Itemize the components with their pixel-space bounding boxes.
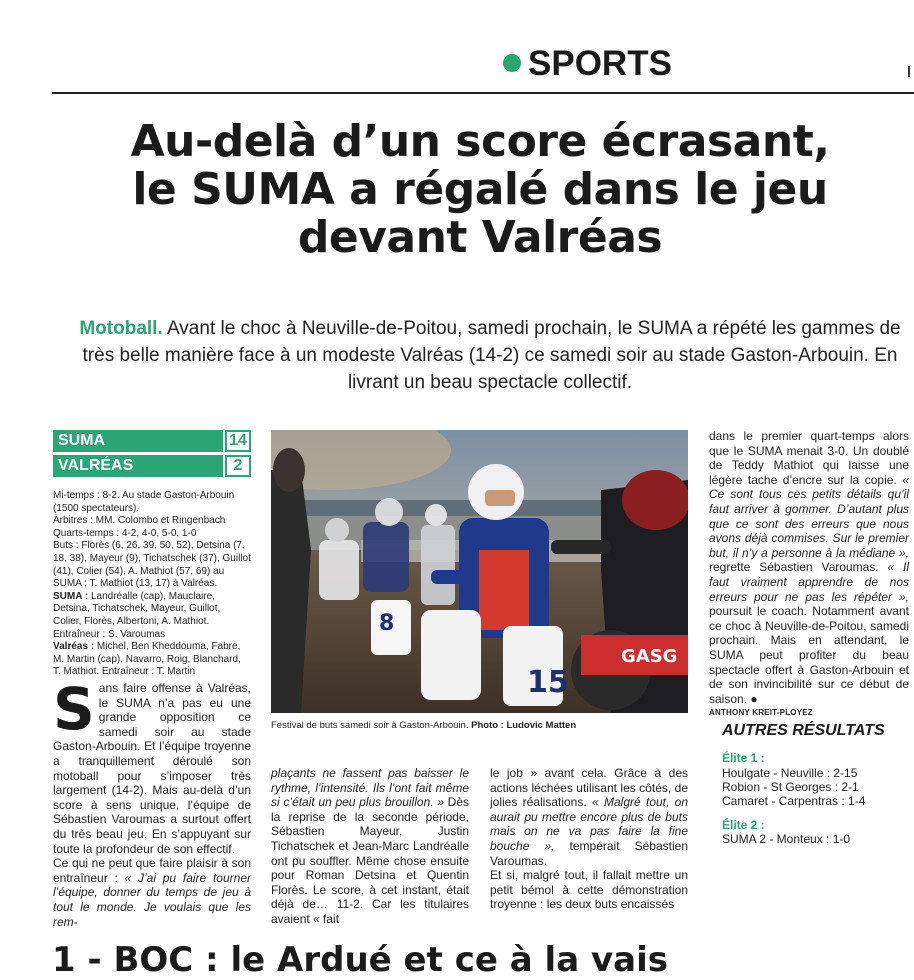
- result-line: Robion - St Georges : 2-1: [722, 780, 859, 794]
- result-line: Camaret - Carpentras : 1-4: [722, 794, 866, 808]
- photo-caption: Festival de buts samedi soir à Gaston-Arbouin. Photo : Ludovic Matten: [271, 720, 577, 731]
- results-category: Élite 1 :: [722, 751, 765, 765]
- bib-number: 8: [379, 611, 395, 636]
- results-category: Élite 2 :: [722, 818, 765, 832]
- quote: « Il faut vraiment apprendre de nos erreurs pour ne pas les répéter »,: [709, 560, 909, 604]
- score-row-away: [53, 455, 251, 477]
- team-score: 14: [225, 430, 251, 452]
- headline-line: devant Valréas: [297, 212, 663, 263]
- section-dot-icon: [503, 54, 521, 72]
- chapeau-text: Avant le choc à Neuville-de-Poitou, samedi prochain, le SUMA a répété les gammes de très belle manière face à un modeste Valréas (14-2) ce samedi soir au stade Gaston-Arbouin. En livrant un beau spectacle collectif.: [82, 318, 901, 393]
- article-paragraph: dans le premier quart-temps alors que le SUMA menait 3-0. Un doublé de Teddy Mathiot qui laisse une légère tache d’encre sur la copie. « Ce sont tous ces petits détails qu’il faut arriver à gommer. D’autant plus que ce sont des erreurs que nous avons déjà commises. Sur le premier but, il n’y a personne à la médiane », regrette Sébastien Varoumas. « Il faut vraiment apprendre de nos erreurs pour ne pas les répéter », poursuit le coach. Notamment avant ce choc à Neuville-de-Poitou, samedi prochain. Mais en attendant, le SUMA peut profiter du beau spectacle offert à Gaston-Arbouin et de son invincibilité sur ce début de saison. ●: [709, 429, 909, 706]
- headline: [60, 118, 900, 262]
- section-label: SPORTS: [528, 44, 672, 83]
- section-rule: [52, 92, 914, 94]
- drop-cap: S: [53, 675, 95, 743]
- byline: ANTHONY KREIT-PLOYEZ: [709, 708, 813, 718]
- article-paragraph: Sans faire offense à Valréas, le SUMA n’a pas eu une grande opposition ce samedi soir au stade Gaston-Arbouin. Et l’équipe troyenne a tranquillement déroulé son motoball pour s’imposer très largement (14-2). Mais au-delà d’un score à sens unique, l’équipe de Sébastien Varoumas a surtout offert du très beau jeu. En s’appuyant sur toute la profondeur de son effectif.: [53, 675, 251, 856]
- fact-line: Buts : Florès (6, 26, 39, 50, 52), Detsina (7, 18, 38), Mayeur (9), Tichatschek (37), Guillot (41), Colier (54), A. Mathiot (57, 69) au SUMA ; T. Mathiot (13, 17) à Valréas.: [53, 540, 251, 590]
- motoball-players-image: [271, 430, 688, 713]
- article-paragraph: plaçants ne fassent pas baisser le rythme, l’intensité. Ils l’ont fait même si c’était un peu plus brouillon. » Dès la reprise de la seconde période, Sébastien Mayeur, Justin Tichatschek et Jean-Marc Landréalle ont pu souffler. Même chose ensuite pour Roman Detsina et Quentin Florès. Le score, à cet instant, était déjà de… 11-2. Car les titulaires avaient « fait: [271, 766, 469, 926]
- fact-line: Quarts-temps : 4-2, 4-0, 5-0, 1-0: [53, 527, 197, 539]
- headline-line: le SUMA a régalé dans le jeu: [132, 164, 828, 215]
- fact-line: Mi-temps : 8-2. Au stade Gaston-Arbouin (1500 spectateurs).: [53, 490, 235, 514]
- score-row-home: [53, 430, 251, 452]
- team-name: SUMA: [53, 430, 223, 452]
- photo-credit: Photo : Ludovic Matten: [471, 720, 577, 731]
- article-paragraph: Et si, malgré tout, il fallait mettre un petit bémol à cette démonstration troyenne : les deux buts encaissés: [490, 868, 688, 912]
- article-column-1: [53, 675, 251, 929]
- chapeau-kicker: Motoball.: [79, 318, 163, 339]
- match-facts: [53, 490, 251, 679]
- bib-number: 15: [527, 665, 569, 700]
- article-photo: [271, 430, 688, 713]
- fact-line: SUMA : Landréalle (cap), Mauclaire, Detsina, Tichatschek, Mayeur, Guillot, Colier, Florès, Albertoni, A. Mathiot. Entraîneur : S. Varoumas: [53, 590, 221, 640]
- quote: plaçants ne fassent pas baisser le rythme, l’intensité. Ils l’ont fait même si c’était un peu plus brouillon. »: [271, 766, 469, 810]
- article-paragraph: Ce qui ne peut que faire plaisir à son entraîneur : « J’ai pu faire tourner l’équipe, donner du temps de jeu à tout le monde. Je voulais que les rem-: [53, 856, 251, 929]
- article-column-3: [490, 766, 688, 912]
- next-article-headline: 1 - BOC : le Ardué et ce à la vais: [52, 940, 668, 980]
- quote: « Ce sont tous ces petits détails qu’il faut arriver à gommer. D’autant plus que ce sont des erreurs que nous avons déjà commises. Sur le premier but, il n’y a personne à la médiane »,: [709, 472, 909, 560]
- fact-line: Arbitres : MM. Colombo et Ringenbach: [53, 515, 226, 527]
- article-paragraph: le job » avant cela. Grâce à des actions léchées utilisant les côtés, de jolies réalisations. « Malgré tout, on aurait pu mettre encore plus de buts mais on ne va pas faire la fine bouche », tempérait Sébastien Varoumas.: [490, 766, 689, 868]
- result-line: Houlgate - Neuville : 2-15: [722, 766, 858, 780]
- quote: « J’ai pu faire tourner l’équipe, donner du temps de jeu à tout le monde. Je voulais que les rem-: [53, 870, 251, 929]
- article-column-4: [709, 429, 909, 721]
- sponsor-text: GASG: [621, 646, 678, 667]
- page-edge-mark: [908, 66, 910, 77]
- quote: « Malgré tout, on aurait pu mettre encore plus de buts mais on ne va pas faire la fine bouche »,: [490, 795, 689, 853]
- results-title: AUTRES RÉSULTATS: [722, 722, 885, 739]
- article-column-2: [271, 766, 469, 927]
- chapeau: [70, 315, 910, 396]
- fact-line: Valréas : Michel, Ben Kheddouma, Fabre, M. Martin (cap), Navarro, Roig, Blanchard, T. Mathiot. Entraîneur : T. Martin: [53, 641, 241, 678]
- team-score: 2: [225, 455, 251, 477]
- team-name: VALRÉAS: [53, 455, 223, 477]
- headline-line: Au-delà d’un score écrasant,: [130, 116, 830, 167]
- result-line: SUMA 2 - Monteux : 1-0: [722, 832, 851, 846]
